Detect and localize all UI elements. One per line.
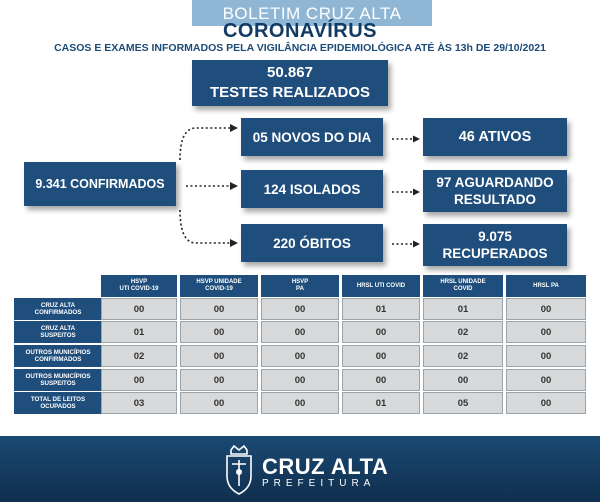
table-cell: 01: [342, 392, 420, 414]
recovered-label: RECUPERADOS: [442, 246, 548, 261]
row-label-line: SUSPEITOS: [40, 332, 76, 339]
table-cell: 03: [101, 392, 177, 414]
active-label: 46 ATIVOS: [458, 129, 532, 145]
row-label-line: OUTROS MUNICÍPIOS: [25, 349, 91, 356]
table-cell: 00: [101, 298, 177, 320]
deaths-label: 220 ÓBITOS: [273, 235, 351, 251]
active-box: [423, 118, 567, 156]
recovered-box: [423, 224, 567, 266]
tests-label: TESTES REALIZADOS: [209, 84, 370, 101]
table-cell: 00: [261, 369, 339, 391]
row-label: [14, 392, 102, 414]
table-cell: 00: [342, 321, 420, 343]
column-header-line: HSVP: [130, 279, 148, 285]
table-cell: 00: [423, 369, 503, 391]
row-label-line: CONFIRMADOS: [34, 309, 82, 316]
row-label: [14, 321, 102, 343]
table-cell: 00: [180, 392, 258, 414]
row-label-line: OUTROS MUNICÍPIOS: [25, 373, 91, 380]
table-cell: 00: [180, 369, 258, 391]
table-cell: 00: [261, 298, 339, 320]
confirmed-box: [24, 162, 176, 206]
table-cell: 00: [342, 369, 420, 391]
table-cell: 00: [506, 298, 586, 320]
awaiting-box: [423, 170, 567, 212]
awaiting-line-1: 97 AGUARDANDO: [436, 175, 554, 190]
column-header-line: HRSL UNIDADE: [440, 279, 486, 285]
table-cell: 01: [342, 298, 420, 320]
table-cell: 02: [101, 345, 177, 367]
table-cell: 01: [423, 298, 503, 320]
table-cell: 00: [101, 369, 177, 391]
row-label-line: TOTAL DE LEITOS: [30, 396, 86, 403]
table-cell: 00: [180, 321, 258, 343]
column-header: [261, 275, 339, 297]
tests-value: 50.867: [267, 64, 313, 81]
footer-logo-subtitle: PREFEITURA: [262, 478, 376, 489]
table-cell: 01: [101, 321, 177, 343]
table-cell: 05: [423, 392, 503, 414]
awaiting-line-2: RESULTADO: [454, 192, 536, 207]
row-label: [14, 369, 102, 391]
column-header-line: HSVP UNIDADE: [196, 279, 242, 285]
table-cell: 00: [342, 345, 420, 367]
table-cell: 00: [180, 345, 258, 367]
column-header: [506, 275, 586, 297]
page-title: CORONAVÍRUS: [222, 20, 378, 42]
column-header-line: HSVP: [291, 279, 309, 285]
column-header-line: COVID: [453, 286, 473, 292]
column-header-line: PA: [296, 286, 304, 292]
table-cell: 00: [261, 392, 339, 414]
deaths-box: [241, 224, 383, 262]
row-label-line: OCUPADOS: [40, 403, 76, 410]
table-cell: 00: [261, 321, 339, 343]
row-label: [14, 345, 102, 367]
tests-box: [192, 60, 388, 106]
column-header-line: COVID-19: [205, 286, 233, 292]
confirmed-label: 9.341 CONFIRMADOS: [35, 177, 165, 191]
table-cell: 02: [423, 345, 503, 367]
table-cell: 00: [180, 298, 258, 320]
row-label-line: CRUZ ALTA: [40, 325, 76, 332]
row-label-line: SUSPEITOS: [40, 380, 76, 387]
column-header-line: HRSL PA: [533, 282, 559, 289]
isolated-box: [241, 170, 383, 208]
new-cases-label: 05 NOVOS DO DIA: [252, 129, 372, 145]
table-cell: 00: [506, 369, 586, 391]
recovered-value: 9.075: [478, 229, 512, 244]
table-cell: 00: [261, 345, 339, 367]
column-header: [180, 275, 258, 297]
page-subtitle: CASOS E EXAMES INFORMADOS PELA VIGILÂNCIA EPIDEMIOLÓGICA ATÉ ÀS 13h DE 29/10/2021: [54, 42, 546, 54]
column-header-line: UTI COVID-19: [119, 286, 159, 292]
new-cases-box: [241, 118, 383, 156]
column-header: [101, 275, 177, 297]
row-label-line: CRUZ ALTA: [40, 302, 76, 309]
bulletin-banner: BOLETIM CRUZ ALTA: [192, 0, 432, 26]
table-cell: 00: [506, 321, 586, 343]
column-header: [423, 275, 503, 297]
table-cell: 00: [506, 392, 586, 414]
isolated-label: 124 ISOLADOS: [263, 181, 361, 197]
row-label-line: CONFIRMADOS: [34, 356, 82, 363]
table-cell: 00: [506, 345, 586, 367]
city-crest-icon: [222, 442, 256, 498]
footer-logo-title: CRUZ ALTA: [262, 454, 389, 479]
column-header: [342, 275, 420, 297]
row-label: [14, 298, 102, 320]
table-cell: 02: [423, 321, 503, 343]
column-header-line: HRSL UTI COVID: [356, 282, 406, 289]
